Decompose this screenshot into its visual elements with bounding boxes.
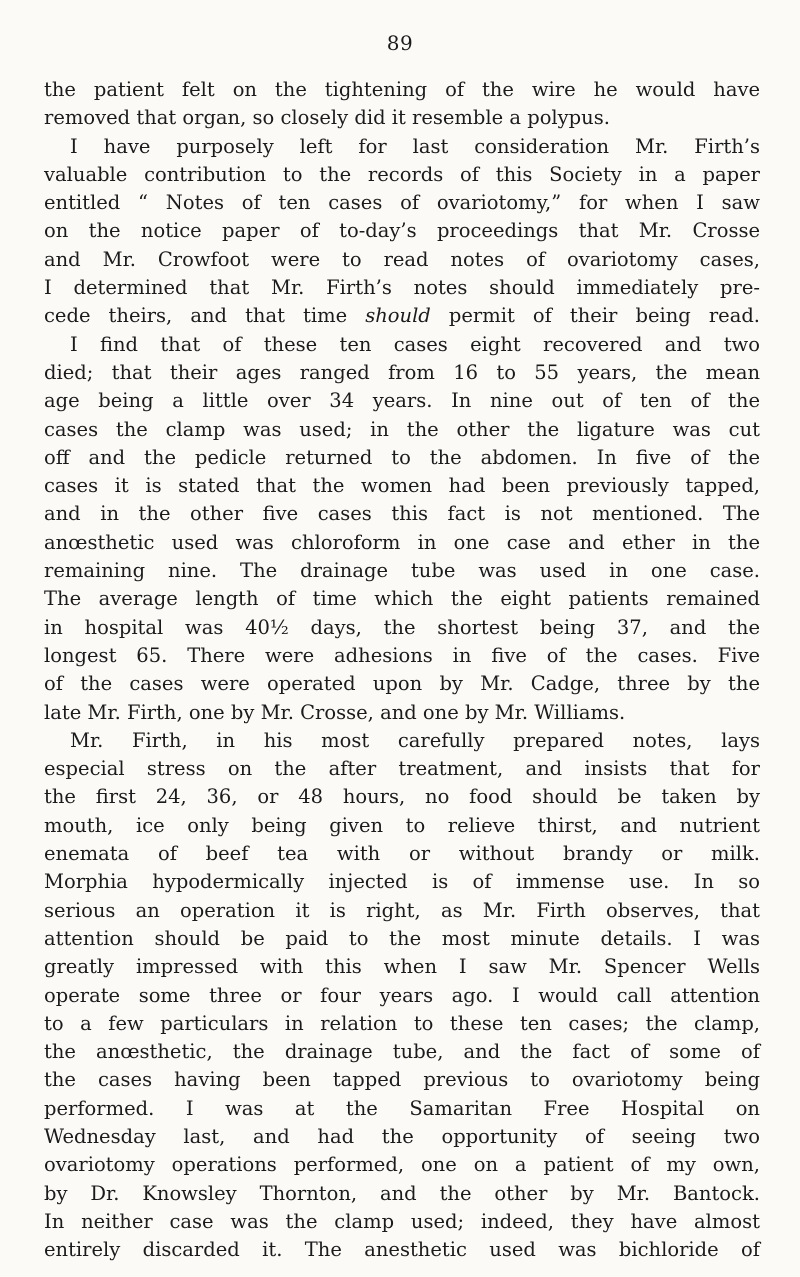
body-text bbox=[44, 76, 760, 1264]
text-line: on the notice paper of to-day’s proceedings that Mr. Crosse bbox=[44, 219, 760, 243]
text-line: the first 24, 36, or 48 hours, no food should be taken by bbox=[44, 785, 760, 809]
text-segment: permit of their being read. bbox=[448, 304, 761, 328]
text-line: cases it is stated that the women had been previously tapped, bbox=[44, 474, 760, 498]
text-line: attention should be paid to the most minute details. I was bbox=[44, 926, 760, 950]
text-line: Morphia hypodermically injected is of immense use. In so bbox=[44, 870, 760, 894]
text-line: to a few particulars in relation to these ten cases; the clamp, bbox=[44, 1011, 760, 1035]
text-line: In neither case was the clamp used; indeed, they have almost bbox=[44, 1209, 760, 1233]
text-line: valuable contribution to the records of this Society in a paper bbox=[44, 162, 760, 186]
text-line: remaining nine. The drainage tube was used in one case. bbox=[44, 559, 760, 583]
text-line: off and the pedicle returned to the abdomen. In five of the bbox=[44, 445, 760, 469]
text-line: Wednesday last, and had the opportunity of seeing two bbox=[44, 1124, 760, 1148]
text-line: entirely discarded it. The anesthetic used was bichloride of bbox=[44, 1238, 760, 1262]
text-line: I find that of these ten cases eight recovered and two bbox=[70, 332, 760, 356]
text-line: serious an operation it is right, as Mr. Firth observes, that bbox=[44, 898, 760, 922]
text-line: late Mr. Firth, one by Mr. Crosse, and one by Mr. Williams. bbox=[44, 700, 626, 724]
text-line: ovariotomy operations performed, one on a patient of my own, bbox=[44, 1153, 760, 1177]
text-line: cases the clamp was used; in the other the ligature was cut bbox=[44, 417, 760, 441]
text-line: I determined that Mr. Firth’s notes should immediately pre- bbox=[44, 276, 760, 300]
page-number: 89 bbox=[386, 31, 414, 55]
text-line: mouth, ice only being given to relieve thirst, and nutrient bbox=[44, 813, 760, 837]
text-segment: cede theirs, and that time bbox=[44, 304, 348, 328]
text-line: the cases having been tapped previous to ovariotomy being bbox=[44, 1068, 760, 1092]
text-line: removed that organ, so closely did it resemble a polypus. bbox=[44, 106, 610, 130]
text-line bbox=[44, 302, 760, 330]
text-line: operate some three or four years ago. I would call attention bbox=[44, 983, 760, 1007]
text-line: greatly impressed with this when I saw Mr. Spencer Wells bbox=[44, 955, 760, 979]
text-line: anœsthetic used was chloroform in one case and ether in the bbox=[44, 530, 760, 554]
text-line: longest 65. There were adhesions in five of the cases. Five bbox=[44, 643, 760, 667]
text-line: age being a little over 34 years. In nine out of ten of the bbox=[44, 389, 760, 413]
text-line: and Mr. Crowfoot were to read notes of ovariotomy cases, bbox=[44, 247, 760, 271]
text-line: Mr. Firth, in his most carefully prepared notes, lays bbox=[70, 728, 760, 752]
text-line: in hospital was 40½ days, the shortest being 37, and the bbox=[44, 615, 760, 639]
italic-text: should bbox=[365, 304, 431, 328]
text-line: the patient felt on the tightening of the wire he would have bbox=[44, 78, 760, 101]
text-line: of the cases were operated upon by Mr. Cadge, three by the bbox=[44, 672, 760, 696]
text-line: I have purposely left for last consideration Mr. Firth’s bbox=[70, 134, 760, 158]
text-line: the anœsthetic, the drainage tube, and the fact of some of bbox=[44, 1040, 760, 1064]
text-line: The average length of time which the eight patients remained bbox=[44, 587, 760, 611]
text-line: by Dr. Knowsley Thornton, and the other by Mr. Bantock. bbox=[44, 1181, 760, 1205]
text-line: and in the other five cases this fact is not mentioned. The bbox=[44, 502, 760, 526]
text-line: entitled “ Notes of ten cases of ovariotomy,” for when I saw bbox=[44, 191, 760, 215]
text-line: especial stress on the after treatment, and insists that for bbox=[44, 757, 760, 781]
text-line: died; that their ages ranged from 16 to 55 years, the mean bbox=[44, 360, 760, 384]
text-line: performed. I was at the Samaritan Free Hospital on bbox=[44, 1096, 760, 1120]
text-line: enemata of beef tea with or without brandy or milk. bbox=[44, 842, 760, 866]
